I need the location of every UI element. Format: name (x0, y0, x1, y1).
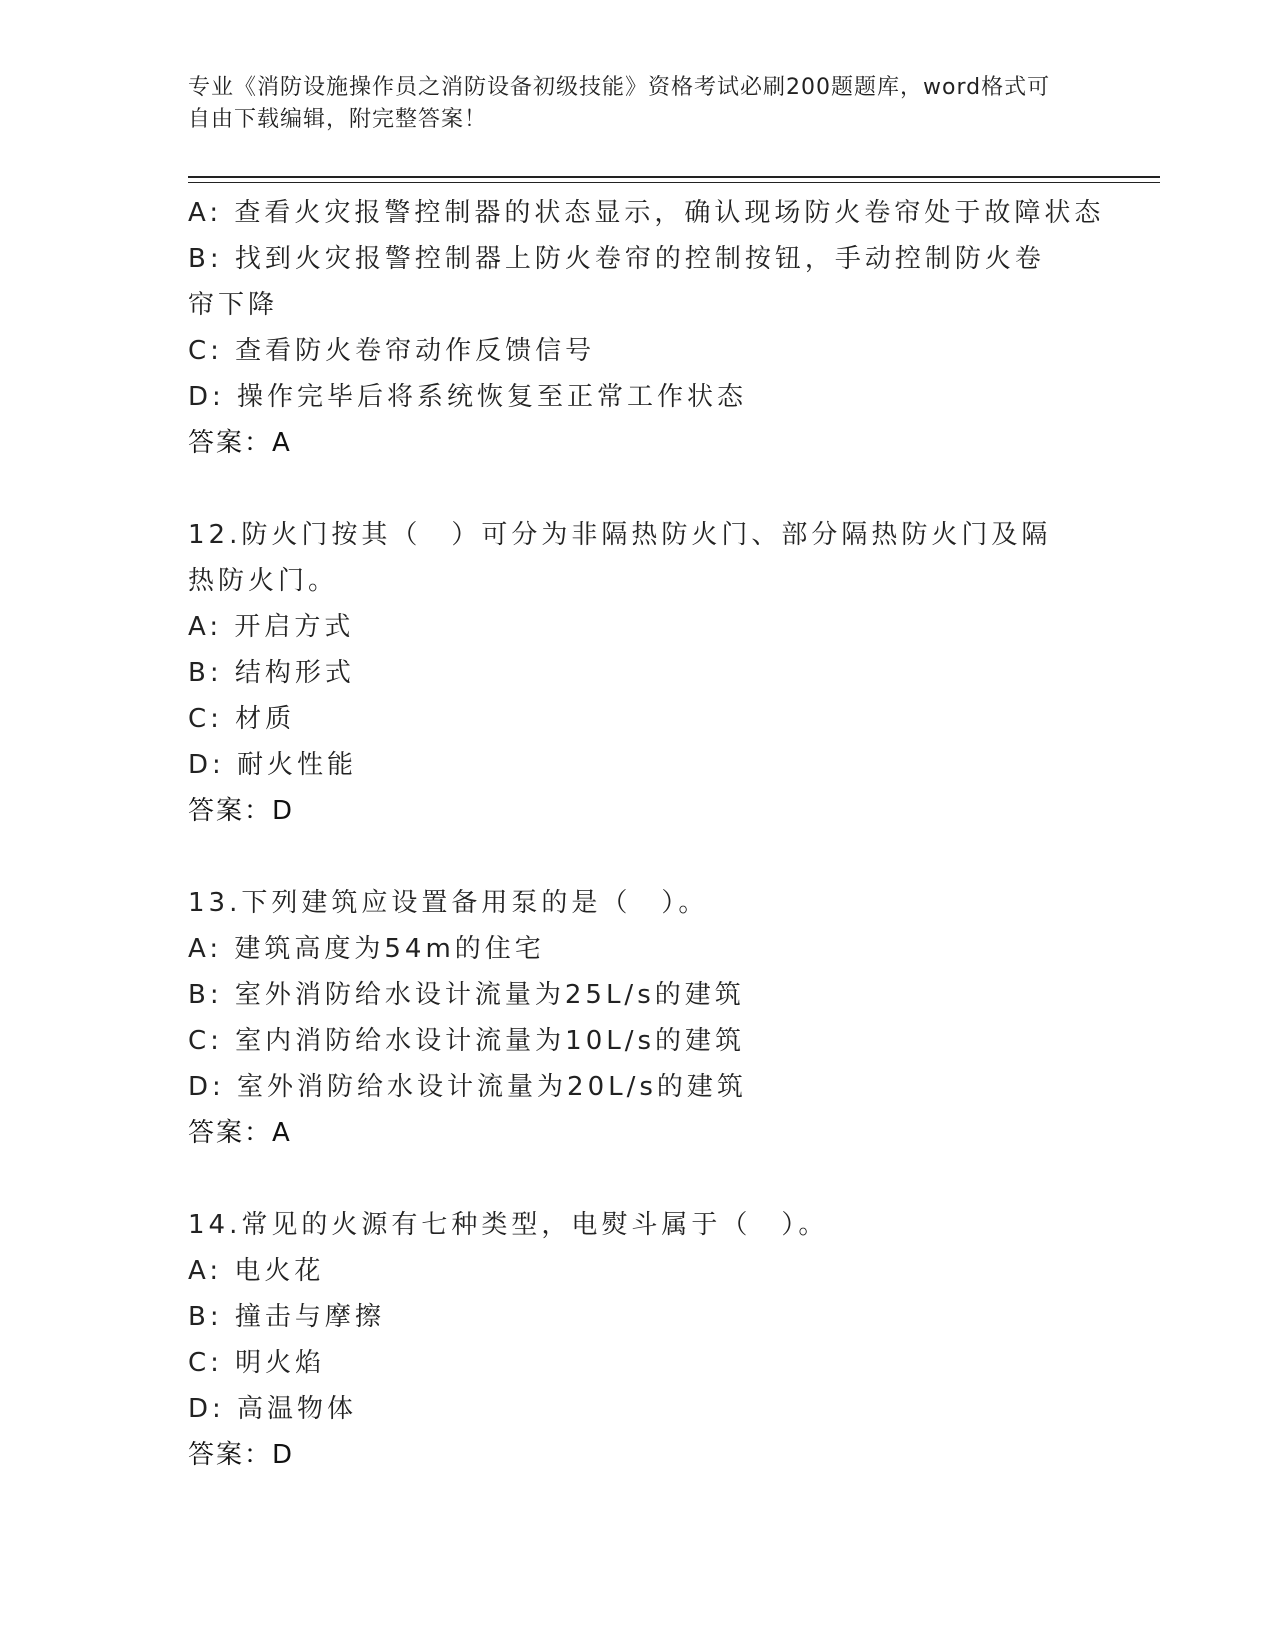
option-b: B: 结构形式 (188, 658, 355, 688)
spacer (188, 834, 1088, 880)
option-d: D: 操作完毕后将系统恢复至正常工作状态 (188, 382, 748, 412)
option-c: C: 明火焰 (188, 1348, 326, 1378)
question-stem: 14.常见的火源有七种类型，电熨斗属于（ ）。 (188, 1210, 829, 1240)
spacer (188, 466, 1088, 512)
option-d: D: 耐火性能 (188, 750, 358, 780)
answer: 答案：D (188, 796, 295, 826)
option-b: B: 找到火灾报警控制器上防火卷帘的控制按钮，手动控制防火卷帘下降 (188, 244, 1045, 320)
header-divider-thick (188, 176, 1160, 178)
header-divider-thin (188, 182, 1160, 183)
option-a: A: 建筑高度为54m的住宅 (188, 934, 545, 964)
option-d: D: 高温物体 (188, 1394, 358, 1424)
question-12 (188, 512, 1088, 834)
question-stem: 12.防火门按其（ ）可分为非隔热防火门、部分隔热防火门及隔热防火门。 (188, 520, 1052, 596)
option-a: A: 查看火灾报警控制器的状态显示，确认现场防火卷帘处于故障状态 (188, 198, 1105, 228)
document-header: 专业《消防设施操作员之消防设备初级技能》资格考试必刷200题题库，word格式可自由下载编辑，附完整答案！ (188, 75, 1051, 132)
spacer (188, 1156, 1088, 1202)
option-c: C: 室内消防给水设计流量为10L/s的建筑 (188, 1026, 746, 1056)
document-body (188, 190, 1105, 1478)
option-b: B: 撞击与摩擦 (188, 1302, 385, 1332)
question-11-continued (188, 190, 1105, 466)
answer: 答案：A (188, 1118, 292, 1148)
answer: 答案：D (188, 1440, 295, 1470)
option-c: C: 查看防火卷帘动作反馈信号 (188, 336, 596, 366)
option-b: B: 室外消防给水设计流量为25L/s的建筑 (188, 980, 745, 1010)
question-13 (188, 880, 1088, 1156)
option-a: A: 电火花 (188, 1256, 325, 1286)
answer: 答案：A (188, 428, 292, 458)
option-d: D: 室外消防给水设计流量为20L/s的建筑 (188, 1072, 747, 1102)
option-c: C: 材质 (188, 704, 296, 734)
question-14 (188, 1202, 1088, 1478)
option-a: A: 开启方式 (188, 612, 355, 642)
question-stem: 13.下列建筑应设置备用泵的是（ ）。 (188, 888, 709, 918)
